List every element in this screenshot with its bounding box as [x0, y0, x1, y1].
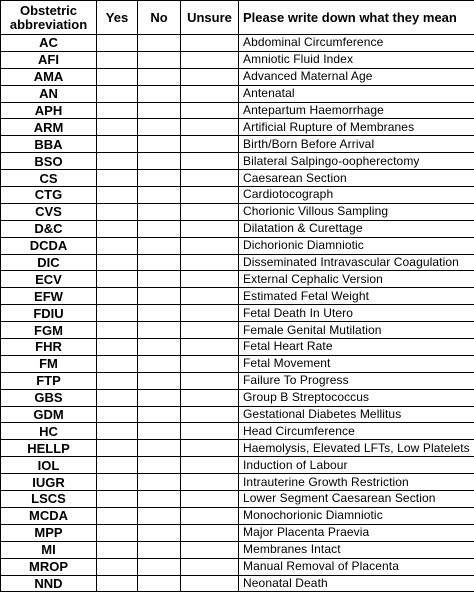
meaning-cell[interactable]: Cardiotocograph [239, 187, 474, 204]
no-checkbox-cell[interactable] [138, 102, 181, 119]
unsure-checkbox-cell[interactable] [181, 457, 239, 474]
yes-checkbox-cell[interactable] [97, 389, 138, 406]
meaning-cell[interactable]: Artificial Rupture of Membranes [239, 119, 474, 136]
yes-checkbox-cell[interactable] [97, 507, 138, 524]
table-row [1, 68, 474, 85]
abbreviation-cell: GBS [1, 389, 97, 406]
table-row [1, 322, 474, 339]
unsure-checkbox-cell[interactable] [181, 339, 239, 356]
abbreviation-cell: IOL [1, 457, 97, 474]
unsure-checkbox-cell[interactable] [181, 68, 239, 85]
unsure-checkbox-cell[interactable] [181, 35, 239, 52]
yes-checkbox-cell[interactable] [97, 423, 138, 440]
abbreviation-cell: AMA [1, 68, 97, 85]
unsure-checkbox-cell[interactable] [181, 187, 239, 204]
no-checkbox-cell[interactable] [138, 136, 181, 153]
meaning-cell[interactable]: Major Placenta Praevia [239, 524, 474, 541]
abbreviation-cell: ECV [1, 271, 97, 288]
table-row [1, 35, 474, 52]
abbreviation-cell: AC [1, 35, 97, 52]
no-checkbox-cell[interactable] [138, 187, 181, 204]
meaning-cell[interactable]: Membranes Intact [239, 541, 474, 558]
table-row [1, 170, 474, 187]
header-abbreviation-line2: abbreviation [9, 16, 88, 32]
table-row [1, 102, 474, 119]
no-checkbox-cell[interactable] [138, 153, 181, 170]
meaning-cell[interactable]: Monochorionic Diamniotic [239, 507, 474, 524]
table-row [1, 153, 474, 170]
yes-checkbox-cell[interactable] [97, 170, 138, 187]
unsure-checkbox-cell[interactable] [181, 355, 239, 372]
yes-checkbox-cell[interactable] [97, 102, 138, 119]
no-checkbox-cell[interactable] [138, 85, 181, 102]
meaning-cell[interactable]: Neonatal Death [239, 575, 474, 592]
meaning-cell[interactable]: Antepartum Haemorrhage [239, 102, 474, 119]
unsure-checkbox-cell[interactable] [181, 136, 239, 153]
table-row [1, 220, 474, 237]
unsure-checkbox-cell[interactable] [181, 322, 239, 339]
unsure-checkbox-cell[interactable] [181, 372, 239, 389]
yes-checkbox-cell[interactable] [97, 68, 138, 85]
table-row [1, 406, 474, 423]
abbreviation-cell: BSO [1, 153, 97, 170]
abbreviation-cell: ARM [1, 119, 97, 136]
header-unsure: Unsure [181, 1, 239, 35]
abbreviation-cell: GDM [1, 406, 97, 423]
abbreviation-cell: NND [1, 575, 97, 592]
header-row [1, 1, 474, 35]
table-row [1, 491, 474, 508]
header-no: No [138, 1, 181, 35]
abbreviation-cell: LSCS [1, 491, 97, 508]
yes-checkbox-cell[interactable] [97, 271, 138, 288]
unsure-checkbox-cell[interactable] [181, 474, 239, 491]
table-row [1, 423, 474, 440]
no-checkbox-cell[interactable] [138, 541, 181, 558]
yes-checkbox-cell[interactable] [97, 85, 138, 102]
table-row [1, 389, 474, 406]
abbreviation-cell: DIC [1, 254, 97, 271]
yes-checkbox-cell[interactable] [97, 136, 138, 153]
table-row [1, 524, 474, 541]
no-checkbox-cell[interactable] [138, 406, 181, 423]
meaning-cell[interactable]: Bilateral Salpingo-oopherectomy [239, 153, 474, 170]
meaning-cell[interactable]: Dilatation & Curettage [239, 220, 474, 237]
meaning-cell[interactable]: Manual Removal of Placenta [239, 558, 474, 575]
unsure-checkbox-cell[interactable] [181, 170, 239, 187]
meaning-cell[interactable]: Induction of Labour [239, 457, 474, 474]
yes-checkbox-cell[interactable] [97, 119, 138, 136]
no-checkbox-cell[interactable] [138, 288, 181, 305]
meaning-cell[interactable]: Birth/Born Before Arrival [239, 136, 474, 153]
table-row [1, 440, 474, 457]
unsure-checkbox-cell[interactable] [181, 305, 239, 322]
yes-checkbox-cell[interactable] [97, 288, 138, 305]
abbreviation-cell: FHR [1, 339, 97, 356]
meaning-cell[interactable]: Head Circumference [239, 423, 474, 440]
unsure-checkbox-cell[interactable] [181, 153, 239, 170]
table-row [1, 305, 474, 322]
abbreviation-cell: MI [1, 541, 97, 558]
no-checkbox-cell[interactable] [138, 389, 181, 406]
table-row [1, 457, 474, 474]
unsure-checkbox-cell[interactable] [181, 254, 239, 271]
no-checkbox-cell[interactable] [138, 372, 181, 389]
table-row [1, 507, 474, 524]
abbreviation-cell: AFI [1, 51, 97, 68]
no-checkbox-cell[interactable] [138, 170, 181, 187]
header-meaning: Please write down what they mean [239, 1, 474, 35]
abbreviation-cell: CS [1, 170, 97, 187]
meaning-cell[interactable]: Female Genital Mutilation [239, 322, 474, 339]
abbreviation-cell: BBA [1, 136, 97, 153]
unsure-checkbox-cell[interactable] [181, 423, 239, 440]
no-checkbox-cell[interactable] [138, 558, 181, 575]
yes-checkbox-cell[interactable] [97, 305, 138, 322]
meaning-cell[interactable]: External Cephalic Version [239, 271, 474, 288]
yes-checkbox-cell[interactable] [97, 254, 138, 271]
no-checkbox-cell[interactable] [138, 322, 181, 339]
abbreviation-cell: IUGR [1, 474, 97, 491]
no-checkbox-cell[interactable] [138, 237, 181, 254]
yes-checkbox-cell[interactable] [97, 575, 138, 592]
no-checkbox-cell[interactable] [138, 355, 181, 372]
no-checkbox-cell[interactable] [138, 68, 181, 85]
unsure-checkbox-cell[interactable] [181, 389, 239, 406]
unsure-checkbox-cell[interactable] [181, 406, 239, 423]
yes-checkbox-cell[interactable] [97, 524, 138, 541]
table-row [1, 187, 474, 204]
yes-checkbox-cell[interactable] [97, 203, 138, 220]
yes-checkbox-cell[interactable] [97, 237, 138, 254]
table-row [1, 119, 474, 136]
abbreviation-cell: MPP [1, 524, 97, 541]
yes-checkbox-cell[interactable] [97, 372, 138, 389]
table-row [1, 288, 474, 305]
no-checkbox-cell[interactable] [138, 507, 181, 524]
meaning-cell[interactable]: Failure To Progress [239, 372, 474, 389]
meaning-cell[interactable]: Advanced Maternal Age [239, 68, 474, 85]
abbreviation-cell: MCDA [1, 507, 97, 524]
yes-checkbox-cell[interactable] [97, 35, 138, 52]
abbreviation-cell: DCDA [1, 237, 97, 254]
unsure-checkbox-cell[interactable] [181, 491, 239, 508]
meaning-cell[interactable]: Gestational Diabetes Mellitus [239, 406, 474, 423]
abbreviation-cell: FDIU [1, 305, 97, 322]
table-row [1, 85, 474, 102]
abbreviation-cell: EFW [1, 288, 97, 305]
abbreviation-cell: CTG [1, 187, 97, 204]
meaning-cell[interactable]: Haemolysis, Elevated LFTs, Low Platelets [239, 440, 474, 457]
no-checkbox-cell[interactable] [138, 440, 181, 457]
table-row [1, 271, 474, 288]
unsure-checkbox-cell[interactable] [181, 288, 239, 305]
yes-checkbox-cell[interactable] [97, 220, 138, 237]
unsure-checkbox-cell[interactable] [181, 220, 239, 237]
table-row [1, 558, 474, 575]
abbreviation-cell: HELLP [1, 440, 97, 457]
unsure-checkbox-cell[interactable] [181, 271, 239, 288]
no-checkbox-cell[interactable] [138, 305, 181, 322]
no-checkbox-cell[interactable] [138, 35, 181, 52]
unsure-checkbox-cell[interactable] [181, 575, 239, 592]
table-row [1, 203, 474, 220]
yes-checkbox-cell[interactable] [97, 187, 138, 204]
meaning-cell[interactable]: Amniotic Fluid Index [239, 51, 474, 68]
table-row [1, 339, 474, 356]
meaning-cell[interactable]: Group B Streptococcus [239, 389, 474, 406]
meaning-cell[interactable]: Antenatal [239, 85, 474, 102]
meaning-cell[interactable]: Chorionic Villous Sampling [239, 203, 474, 220]
meaning-cell[interactable]: Lower Segment Caesarean Section [239, 491, 474, 508]
table-row [1, 541, 474, 558]
no-checkbox-cell[interactable] [138, 474, 181, 491]
unsure-checkbox-cell[interactable] [181, 440, 239, 457]
abbreviation-cell: FGM [1, 322, 97, 339]
yes-checkbox-cell[interactable] [97, 491, 138, 508]
table-row [1, 254, 474, 271]
no-checkbox-cell[interactable] [138, 119, 181, 136]
meaning-cell[interactable]: Abdominal Circumference [239, 35, 474, 52]
abbreviation-cell: MROP [1, 558, 97, 575]
no-checkbox-cell[interactable] [138, 575, 181, 592]
meaning-cell[interactable]: Fetal Heart Rate [239, 339, 474, 356]
yes-checkbox-cell[interactable] [97, 457, 138, 474]
no-checkbox-cell[interactable] [138, 203, 181, 220]
meaning-cell[interactable]: Caesarean Section [239, 170, 474, 187]
table-row [1, 355, 474, 372]
unsure-checkbox-cell[interactable] [181, 51, 239, 68]
abbreviation-cell: HC [1, 423, 97, 440]
table-row [1, 136, 474, 153]
yes-checkbox-cell[interactable] [97, 153, 138, 170]
header-yes: Yes [97, 1, 138, 35]
unsure-checkbox-cell[interactable] [181, 85, 239, 102]
abbreviation-cell: FM [1, 355, 97, 372]
yes-checkbox-cell[interactable] [97, 541, 138, 558]
no-checkbox-cell[interactable] [138, 423, 181, 440]
unsure-checkbox-cell[interactable] [181, 119, 239, 136]
yes-checkbox-cell[interactable] [97, 51, 138, 68]
unsure-checkbox-cell[interactable] [181, 102, 239, 119]
table-row [1, 237, 474, 254]
header-abbreviation-line1: Obstetric [19, 2, 78, 18]
unsure-checkbox-cell[interactable] [181, 541, 239, 558]
no-checkbox-cell[interactable] [138, 220, 181, 237]
meaning-cell[interactable]: Estimated Fetal Weight [239, 288, 474, 305]
no-checkbox-cell[interactable] [138, 491, 181, 508]
abbreviation-cell: D&C [1, 220, 97, 237]
abbreviation-cell: APH [1, 102, 97, 119]
table-row [1, 51, 474, 68]
meaning-cell[interactable]: Disseminated Intravascular Coagulation [239, 254, 474, 271]
yes-checkbox-cell[interactable] [97, 440, 138, 457]
header-abbreviation [1, 1, 97, 35]
yes-checkbox-cell[interactable] [97, 339, 138, 356]
table-row [1, 575, 474, 592]
yes-checkbox-cell[interactable] [97, 322, 138, 339]
yes-checkbox-cell[interactable] [97, 355, 138, 372]
yes-checkbox-cell[interactable] [97, 406, 138, 423]
no-checkbox-cell[interactable] [138, 457, 181, 474]
no-checkbox-cell[interactable] [138, 339, 181, 356]
meaning-cell[interactable]: Fetal Death In Utero [239, 305, 474, 322]
abbreviation-cell: AN [1, 85, 97, 102]
table-row [1, 372, 474, 389]
table-body [1, 35, 474, 592]
abbreviation-cell: CVS [1, 203, 97, 220]
no-checkbox-cell[interactable] [138, 524, 181, 541]
unsure-checkbox-cell[interactable] [181, 237, 239, 254]
no-checkbox-cell[interactable] [138, 271, 181, 288]
no-checkbox-cell[interactable] [138, 254, 181, 271]
unsure-checkbox-cell[interactable] [181, 558, 239, 575]
unsure-checkbox-cell[interactable] [181, 203, 239, 220]
unsure-checkbox-cell[interactable] [181, 524, 239, 541]
yes-checkbox-cell[interactable] [97, 474, 138, 491]
meaning-cell[interactable]: Fetal Movement [239, 355, 474, 372]
abbreviation-cell: FTP [1, 372, 97, 389]
meaning-cell[interactable]: Intrauterine Growth Restriction [239, 474, 474, 491]
table-row [1, 474, 474, 491]
yes-checkbox-cell[interactable] [97, 558, 138, 575]
unsure-checkbox-cell[interactable] [181, 507, 239, 524]
no-checkbox-cell[interactable] [138, 51, 181, 68]
meaning-cell[interactable]: Dichorionic Diamniotic [239, 237, 474, 254]
